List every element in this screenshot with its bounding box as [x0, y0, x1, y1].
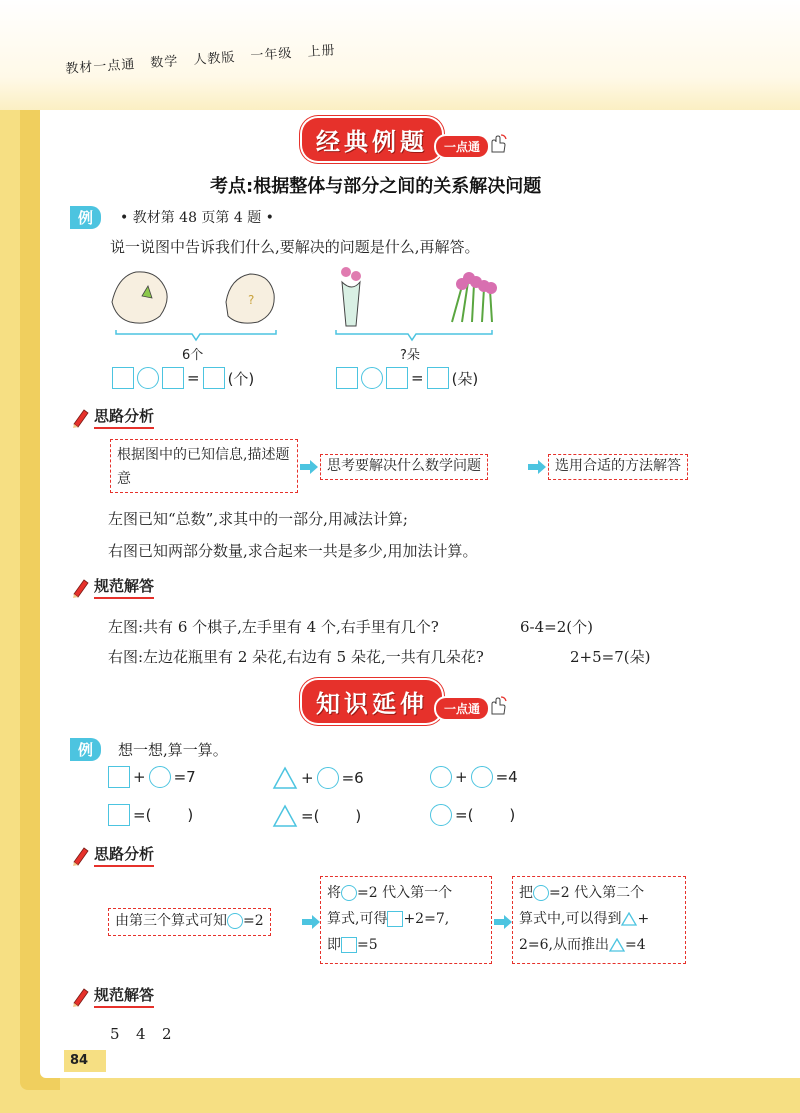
triangle-shape [272, 804, 298, 828]
circle-shape [149, 766, 171, 788]
answer-box[interactable] [162, 367, 184, 389]
page-number: 84 [64, 1050, 106, 1072]
square-shape [108, 804, 130, 826]
answer-equation: 6-4=2(个) [520, 618, 593, 636]
flowers-illustration [332, 262, 502, 348]
analysis-label: 思路分析 [94, 843, 154, 867]
square-shape [341, 937, 357, 953]
answer-circle: =( ) [430, 804, 515, 826]
equation-result: =7 [173, 768, 196, 786]
step-box-1: 由第三个算式可知 =2 [108, 908, 271, 936]
example-question: 说一说图中告诉我们什么,要解决的问题是什么,再解答。 [110, 238, 480, 256]
header-item: 数学 [149, 54, 179, 72]
analysis-line: 左图已知“总数”,求其中的一部分,用减法计算; [108, 510, 408, 528]
answer-line: 左图:共有 6 个棋子,左手里有 4 个,右手里有几个? [108, 618, 439, 636]
equation-result: =4 [495, 768, 518, 786]
analysis-line: 右图已知两部分数量,求合起来一共是多少,用加法计算。 [108, 542, 478, 560]
section-banner-extension [302, 680, 508, 723]
arrow-right-icon [494, 915, 512, 929]
arrow-right-icon [302, 915, 320, 929]
example-source: • 教材第 48 页第 4 题 • [120, 210, 274, 226]
equation-triangle-plus-circle: + =6 [272, 766, 364, 790]
triangle-shape [609, 938, 625, 952]
header-item: 一年级 [249, 46, 293, 65]
triangle-shape [621, 912, 637, 926]
header-item: 上册 [306, 43, 336, 61]
answer-equation: 2+5=7(朵) [570, 648, 651, 666]
circle-shape [430, 804, 452, 826]
circle-shape [430, 766, 452, 788]
operator-circle[interactable] [361, 367, 383, 389]
header-item: 人教版 [192, 50, 236, 69]
circle-shape [341, 885, 357, 901]
answer-box[interactable] [203, 367, 225, 389]
answer-square: =( ) [108, 804, 193, 826]
equals-sign: = [411, 369, 424, 387]
unit-label: (朵) [451, 369, 479, 388]
square-shape [387, 911, 403, 927]
right-total-label: ?朵 [400, 348, 420, 363]
unit-label: (个) [227, 369, 255, 388]
operator-circle[interactable] [137, 367, 159, 389]
answer-triangle: =( ) [272, 804, 361, 828]
answer-value: 5 [110, 1025, 120, 1043]
right-equation-blank [336, 367, 478, 389]
pointing-hand-icon [486, 132, 508, 154]
arrow-right-icon [528, 460, 546, 474]
answer-label: 规范解答 [94, 575, 154, 599]
step-box-1: 根据图中的已知信息,描述题意 [110, 439, 298, 493]
answer-value: 2 [162, 1025, 172, 1043]
equation-circle-plus-circle: + =4 [430, 766, 518, 788]
section-banner-classic [302, 118, 508, 161]
pointing-hand-icon [486, 694, 508, 716]
answer-value: 4 [136, 1025, 146, 1043]
pencil-icon [70, 844, 90, 866]
square-shape [108, 766, 130, 788]
step-box-2: 思考要解决什么数学问题 [320, 454, 488, 480]
left-equation-blank [112, 367, 254, 389]
answer-heading [70, 984, 154, 1008]
step-box-2: 将 =2 代入第一个 算式,可得 +2=7, 即 =5 [320, 876, 492, 964]
circle-shape [471, 766, 493, 788]
equation-square-plus-circle: + =7 [108, 766, 196, 788]
equals-sign: = [187, 369, 200, 387]
banner-subtitle: 一点通 [436, 698, 488, 719]
step-box-3: 把 =2 代入第二个 算式中,可以得到 + 2=6,从而推出 =4 [512, 876, 686, 964]
key-point-title: 考点:根据整体与部分之间的关系解决问题 [210, 176, 542, 197]
header-item: 教材一点通 [64, 57, 136, 77]
left-total-label: 6个 [182, 348, 204, 363]
answer-box[interactable] [386, 367, 408, 389]
circle-shape [317, 767, 339, 789]
analysis-heading [70, 405, 154, 429]
example-tag: 例 [70, 206, 101, 229]
circle-shape [533, 885, 549, 901]
circle-shape [227, 913, 243, 929]
example-question: 想一想,算一算。 [118, 741, 228, 759]
pencil-icon [70, 576, 90, 598]
answer-box[interactable] [112, 367, 134, 389]
answer-label: 规范解答 [94, 984, 154, 1008]
step-box-3: 选用合适的方法解答 [548, 454, 688, 480]
analysis-heading [70, 843, 154, 867]
banner-subtitle: 一点通 [436, 136, 488, 157]
hands-illustration [108, 262, 298, 348]
banner-title: 经典例题 [302, 118, 442, 161]
svg-text:?: ? [248, 293, 255, 307]
answer-box[interactable] [427, 367, 449, 389]
answer-box[interactable] [336, 367, 358, 389]
answer-line: 右图:左边花瓶里有 2 朵花,右边有 5 朵花,一共有几朵花? [108, 648, 484, 666]
pencil-icon [70, 985, 90, 1007]
answer-heading [70, 575, 154, 599]
pencil-icon [70, 406, 90, 428]
arrow-right-icon [300, 460, 318, 474]
banner-title: 知识延伸 [302, 680, 442, 723]
example-tag: 例 [70, 738, 101, 761]
equation-result: =6 [341, 769, 364, 787]
analysis-label: 思路分析 [94, 405, 154, 429]
triangle-shape [272, 766, 298, 790]
